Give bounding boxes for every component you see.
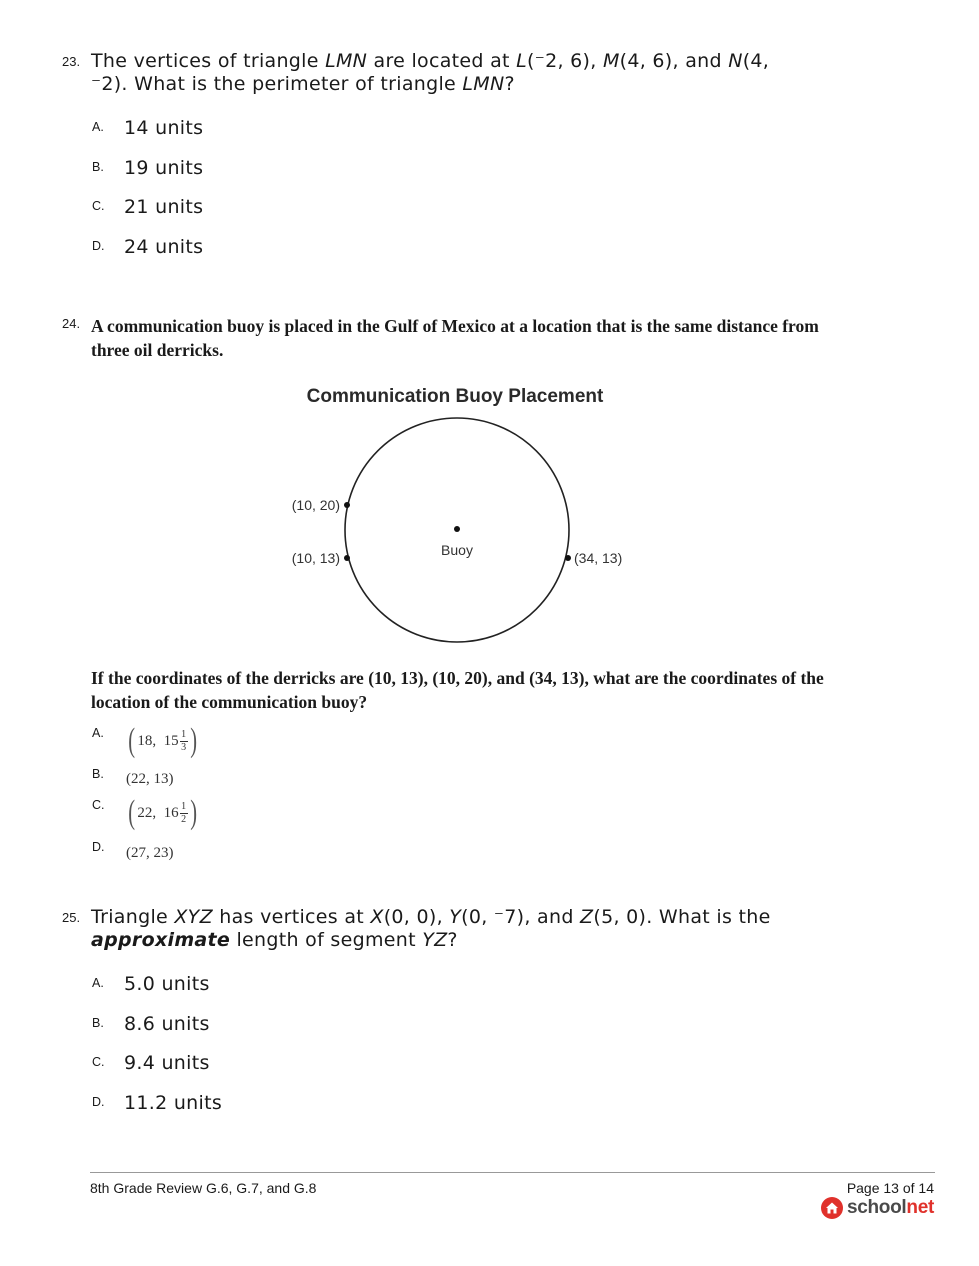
footer-divider — [90, 1172, 935, 1173]
option-letter: D. — [92, 239, 105, 253]
option-letter: B. — [92, 1016, 104, 1030]
option-math: ( 18, 15 $\frac{1}{3}$ ) — [128, 722, 197, 759]
option-letter: B. — [92, 160, 104, 174]
option-letter: A. — [92, 726, 104, 740]
fraction: $\frac{1}{3}$ — [181, 728, 187, 753]
answer-option-c[interactable] — [0, 1052, 500, 1082]
question-text: If the coordinates of the derricks are (10, 13), (10, 20), and (34, 13), what are the coordinates of the location of the communication buoy? — [91, 668, 824, 712]
answer-option-d[interactable] — [0, 838, 500, 868]
option-letter: D. — [92, 840, 105, 854]
option-text: (22, 13) — [126, 771, 174, 787]
derrick-label: (34, 13) — [574, 550, 623, 566]
answer-option-c[interactable] — [0, 796, 500, 832]
option-text: 9.4 units — [124, 1052, 210, 1074]
answer-option-a[interactable] — [0, 117, 500, 147]
option-letter: C. — [92, 1055, 105, 1069]
answer-option-a[interactable] — [0, 724, 500, 760]
answer-option-c[interactable] — [0, 196, 500, 226]
answer-option-b[interactable] — [0, 157, 500, 187]
option-math: ( 22, 16 $\frac{1}{2}$ ) — [128, 794, 197, 831]
option-text: 8.6 units — [124, 1013, 210, 1035]
option-text: 24 units — [124, 236, 204, 258]
brand-text: schoolnet — [846, 1197, 934, 1218]
answer-option-d[interactable] — [0, 1092, 500, 1122]
option-text: 11.2 units — [124, 1092, 223, 1114]
fraction: $\frac{1}{2}$ — [181, 800, 187, 825]
question-text: Triangle XYZ has vertices at X(0, 0), Y(0, ⁻7), and Z(5, 0). What is the approximate length of segment YZ? — [91, 906, 771, 951]
footer-title: 8th Grade Review G.6, G.7, and G.8 — [90, 1180, 317, 1196]
option-letter: D. — [92, 1095, 105, 1109]
figure-title: Communication Buoy Placement — [306, 386, 604, 407]
option-letter: A. — [92, 976, 104, 990]
buoy-label: Buoy — [441, 542, 473, 558]
answer-option-a[interactable] — [0, 973, 500, 1003]
schoolnet-logo — [820, 1196, 934, 1220]
derrick-label: (10, 13) — [291, 550, 340, 566]
derrick-point — [344, 502, 350, 508]
derrick-point — [565, 555, 571, 561]
buoy-figure — [270, 378, 670, 648]
answer-option-d[interactable] — [0, 236, 500, 266]
question-number: 23. — [62, 54, 81, 69]
option-text: 19 units — [124, 157, 204, 179]
option-letter: C. — [92, 798, 105, 812]
question-number: 25. — [62, 910, 81, 925]
option-text: (27, 23) — [126, 845, 174, 861]
derrick-label: (10, 20) — [291, 497, 340, 513]
derrick-point — [344, 555, 350, 561]
option-letter: A. — [92, 120, 104, 134]
question-text: The vertices of triangle LMN are located at L(⁻2, 6), M(4, 6), and N(4, ⁻2). What is the perimeter of triangle LMN? — [91, 50, 770, 95]
option-letter: B. — [92, 767, 104, 781]
house-icon — [820, 1196, 844, 1220]
option-letter: C. — [92, 199, 105, 213]
option-text: 21 units — [124, 196, 204, 218]
buoy-point — [454, 526, 460, 532]
question-number: 24. — [62, 316, 81, 331]
answer-option-b[interactable] — [0, 1013, 500, 1043]
option-text: 5.0 units — [124, 973, 210, 995]
page-number: Page 13 of 14 — [846, 1180, 934, 1196]
option-text: 14 units — [124, 117, 204, 139]
answer-option-b[interactable] — [0, 765, 500, 795]
question-intro: A communication buoy is placed in the Gulf of Mexico at a location that is the same distance from three oil derricks. — [91, 316, 819, 360]
